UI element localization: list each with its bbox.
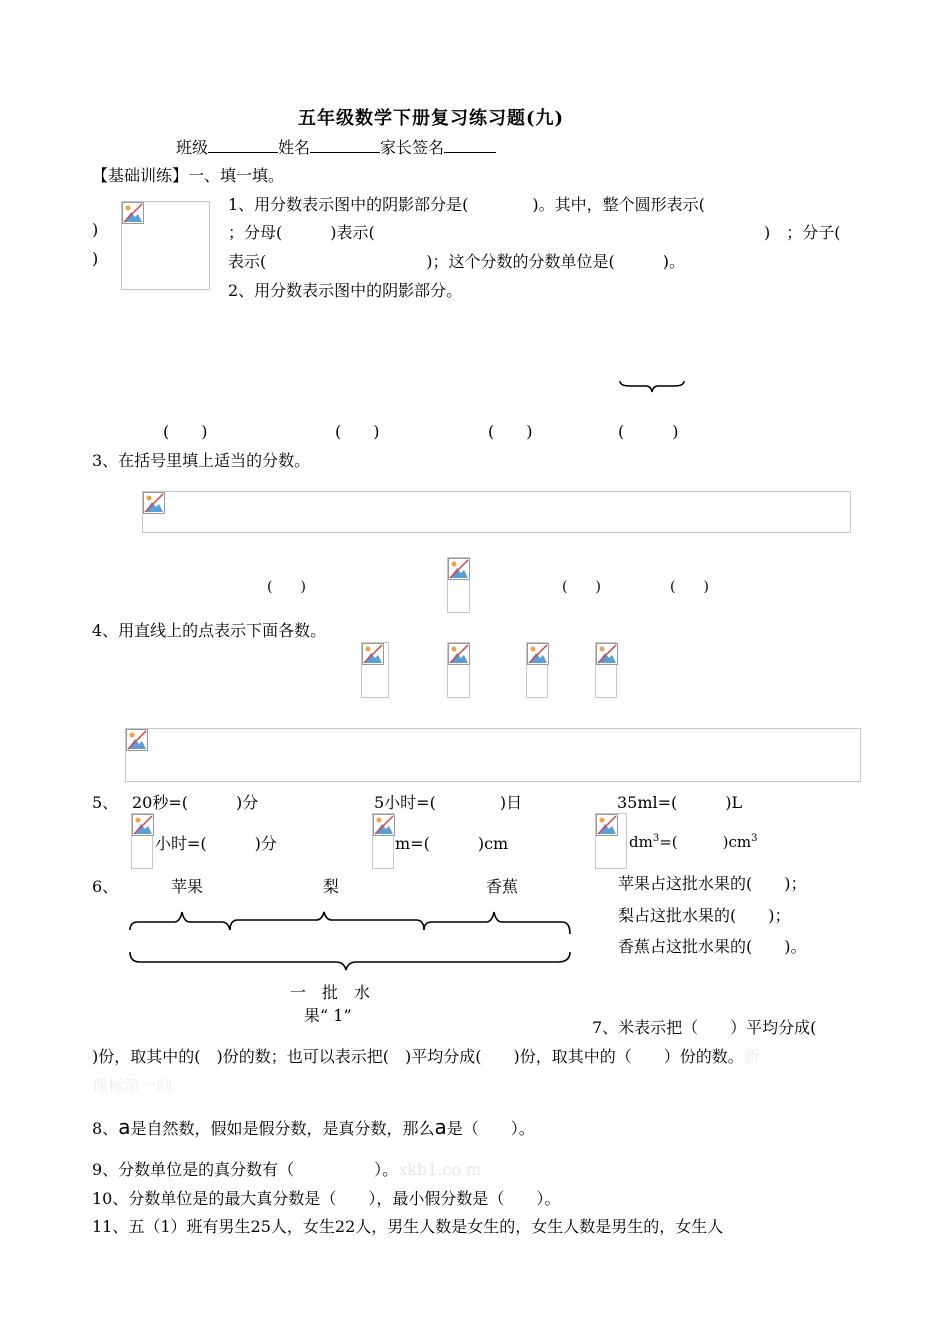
q6-answer-pear: 梨占这批水果的( )；	[618, 906, 791, 925]
q5-f-sup: 3	[652, 833, 660, 844]
class-blank[interactable]	[208, 138, 278, 153]
q5-item-a: 20秒=( )分	[132, 793, 259, 812]
q10-text: 10、分数单位是的最大真分数是（ ），最小假分数是（ ）。	[92, 1189, 561, 1208]
q1-line1: 1、用分数表示图中的阴影部分是( )。其中，整个圆形表示(	[228, 195, 705, 214]
watermark-3: xkb1.co m	[398, 1160, 482, 1179]
q1-line1-cont: )	[92, 220, 99, 239]
q2-blank-1[interactable]: ( )	[163, 422, 208, 441]
q5-item-c: 35ml=( )L	[617, 793, 743, 812]
q6-answer-banana: 香蕉占这批水果的( )。	[618, 937, 807, 956]
banana-brace	[424, 912, 570, 934]
q8-var-a: a	[118, 1115, 131, 1139]
q5-fraction-image-3	[595, 813, 627, 869]
class-label: 班级	[176, 138, 209, 157]
q4-fraction-image-4	[595, 642, 617, 698]
section-label: 【基础训练】	[92, 166, 189, 185]
q1-line3: 表示( )；这个分数的分数单位是( )。	[228, 252, 685, 271]
broken-image-icon	[373, 814, 395, 836]
broken-image-icon	[448, 643, 470, 665]
name-blank[interactable]	[310, 138, 380, 153]
broken-image-icon	[596, 814, 618, 836]
broken-image-icon	[596, 643, 618, 665]
q1-line2-mid: ) ；分子(	[764, 223, 841, 242]
q8-var-a2: a	[434, 1115, 447, 1139]
q4-numberline-image	[125, 728, 861, 782]
q6-banana-label: 香蕉	[486, 877, 519, 896]
broken-image-icon	[143, 492, 165, 514]
q11-text: 11、五（1）班有男生25人，女生22人，男生人数是女生的，女生人数是男生的，女生人	[92, 1217, 724, 1236]
q4-text: 4、用直线上的点表示下面各数。	[92, 621, 327, 640]
page-title: 五年级数学下册复习练习题(九)	[298, 108, 565, 129]
q5-item-e: m=( )cm	[395, 834, 509, 853]
q6-whole-label-2: 果“ 1”	[304, 1006, 352, 1025]
watermark-1: 新	[743, 1047, 760, 1066]
sign-label: 家长签名	[380, 138, 445, 157]
q7-line1: 7、米表示把（ ）平均分成(	[592, 1018, 817, 1037]
q2-blank-3[interactable]: ( )	[488, 422, 533, 441]
q9-text: 9、分数单位是的真分数有（ ）。	[92, 1160, 399, 1179]
q2-blank-2[interactable]: ( )	[335, 422, 380, 441]
q3-blank-1[interactable]: ( )	[267, 579, 306, 595]
broken-image-icon	[527, 643, 549, 665]
q3-blank-3[interactable]: ( )	[670, 579, 709, 595]
q5-fraction-image-2	[372, 813, 394, 869]
q5-number: 5、	[92, 793, 119, 812]
q5-f-sup2: 3	[751, 833, 758, 844]
q7-line2	[92, 1044, 760, 1067]
q8-number: 8、	[92, 1119, 119, 1138]
q6-whole-label-1: 一 批 水	[290, 983, 371, 1002]
q6-pear-label: 梨	[323, 877, 340, 896]
q4-fraction-image-1	[361, 642, 389, 698]
whole-brace	[130, 952, 570, 970]
apple-brace	[130, 912, 230, 930]
q4-fraction-image-3	[526, 642, 548, 698]
q5-item-f	[629, 831, 757, 852]
section-heading	[92, 163, 284, 186]
q9-line	[92, 1157, 481, 1180]
q6-number: 6、	[92, 877, 119, 896]
q4-fraction-image-2	[447, 642, 470, 698]
broken-image-icon	[132, 814, 154, 836]
q3-blank-2[interactable]: ( )	[562, 579, 601, 595]
q6-answer-apple: 苹果占这批水果的( )；	[618, 874, 807, 893]
q3-numberline-image	[142, 491, 851, 533]
q5-item-d: 小时=( )分	[155, 834, 277, 853]
q1-line2: ；分母( )表示(	[228, 223, 375, 242]
watermark-2: 课标第一网	[92, 1076, 173, 1095]
q5-f-mid: =( )cm	[659, 833, 752, 851]
pear-brace	[230, 912, 424, 930]
broken-image-icon	[122, 202, 144, 224]
q7-line2-text: )份，取其中的( )份的数；也可以表示把( )平均分成( )份，取其中的（ ）份的数。	[92, 1047, 744, 1066]
q3-text: 3、在括号里填上适当的分数。	[92, 451, 311, 470]
q8-line	[92, 1115, 535, 1139]
broken-image-icon	[448, 558, 470, 580]
q5-fraction-image-1	[131, 813, 153, 869]
q6-braces-diagram	[126, 908, 576, 972]
header-line	[176, 135, 496, 158]
broken-image-icon	[362, 643, 384, 665]
broken-image-icon	[126, 729, 148, 751]
brace-icon	[618, 378, 686, 394]
q2-blank-4[interactable]: ( )	[618, 422, 679, 441]
q1-line2-cont: )	[92, 249, 99, 268]
q6-apple-label: 苹果	[171, 877, 204, 896]
q5-f-unit: dm	[629, 833, 653, 851]
name-label: 姓名	[278, 138, 311, 157]
q1-circle-image	[121, 201, 210, 290]
sign-blank[interactable]	[444, 138, 496, 153]
q5-item-b: 5小时=( )日	[374, 793, 523, 812]
q3-fraction-image	[447, 557, 470, 613]
q2-text: 2、用分数表示图中的阴影部分。	[228, 281, 463, 300]
q8-text: 是自然数，假如是假分数，是真分数，那么	[130, 1119, 435, 1138]
q8-answer: 是（ ）。	[446, 1119, 535, 1138]
part-label: 一、填一填。	[188, 166, 285, 185]
